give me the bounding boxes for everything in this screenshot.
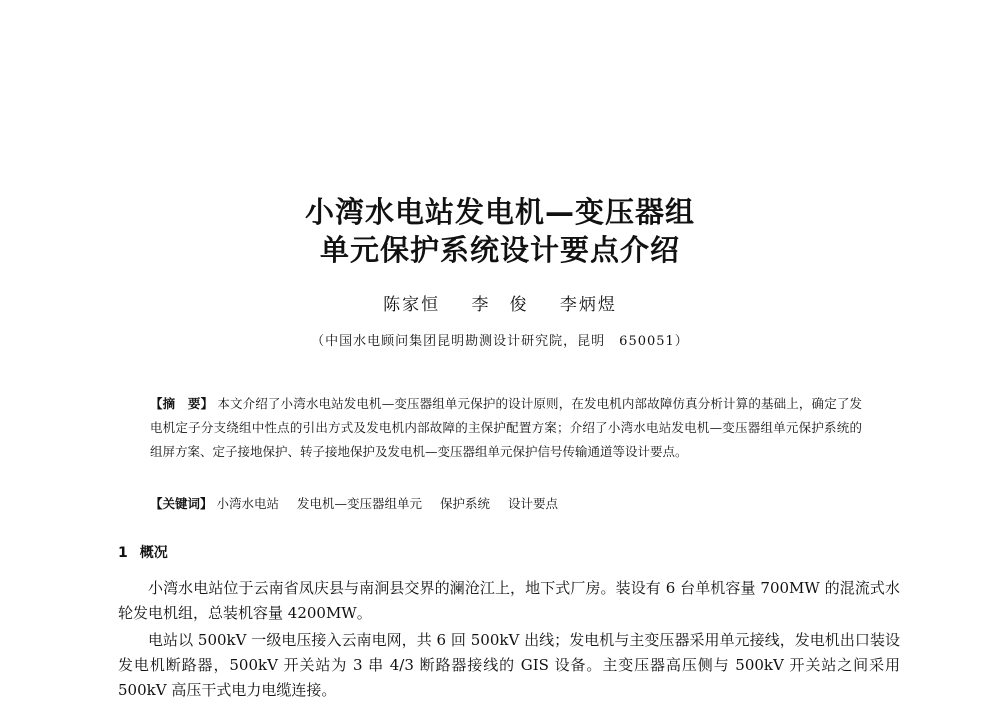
body-paragraph: 电站以 500kV 一级电压接入云南电网，共 6 回 500kV 出线；发电机与主变压器采用单元接线，发电机出口装设发电机断路器，500kV 开关站为 3 串 4/3 断路器接线的 GIS 设备。主变压器高压侧与 500kV 开关站之间采用 500kV 高压干式电力电缆连接。 [118, 631, 900, 699]
body-paragraph: 小湾水电站位于云南省凤庆县与南涧县交界的澜沧江上，地下式厂房。装设有 6 台单机容量 700MW 的混流式水轮发电机组，总装机容量 4200MW。 [118, 579, 900, 622]
section-heading [118, 542, 168, 562]
abstract-label: 【摘 要】 [150, 396, 214, 411]
author-affiliation: （中国水电顾问集团昆明勘测设计研究院，昆明 650051） [311, 334, 689, 349]
section-number: 1 [118, 545, 128, 561]
keyword-item: 小湾水电站 [216, 496, 280, 511]
author-name: 李炳煜 [559, 295, 617, 315]
paper-title-line-2: 单元保护系统设计要点介绍 [319, 233, 680, 267]
keyword-item: 发电机—变压器组单元 [297, 496, 423, 511]
abstract-text: 本文介绍了小湾水电站发电机—变压器组单元保护的设计原则，在发电机内部故障仿真分析计算的基础上，确定了发电机定子分支绕组中性点的引出方式及发电机内部故障的主保护配置方案；介绍了小湾水电站发电机—变压器组单元保护系统的组屏方案、定子接地保护、转子接地保护及发电机—变压器组单元保护信号传输通道等设计要点。 [150, 396, 862, 459]
keyword-item: 设计要点 [508, 496, 559, 511]
keywords-label: 【关键词】 [150, 496, 213, 511]
keywords-block [150, 493, 862, 515]
keyword-item: 保护系统 [440, 496, 491, 511]
paper-title-line-1: 小湾水电站发电机—变压器组 [304, 195, 695, 229]
author-list [0, 290, 1000, 315]
abstract-block [150, 392, 862, 464]
section-title: 概况 [139, 545, 168, 561]
author-name: 陈家恒 [383, 295, 441, 315]
author-name: 李 俊 [471, 295, 529, 315]
